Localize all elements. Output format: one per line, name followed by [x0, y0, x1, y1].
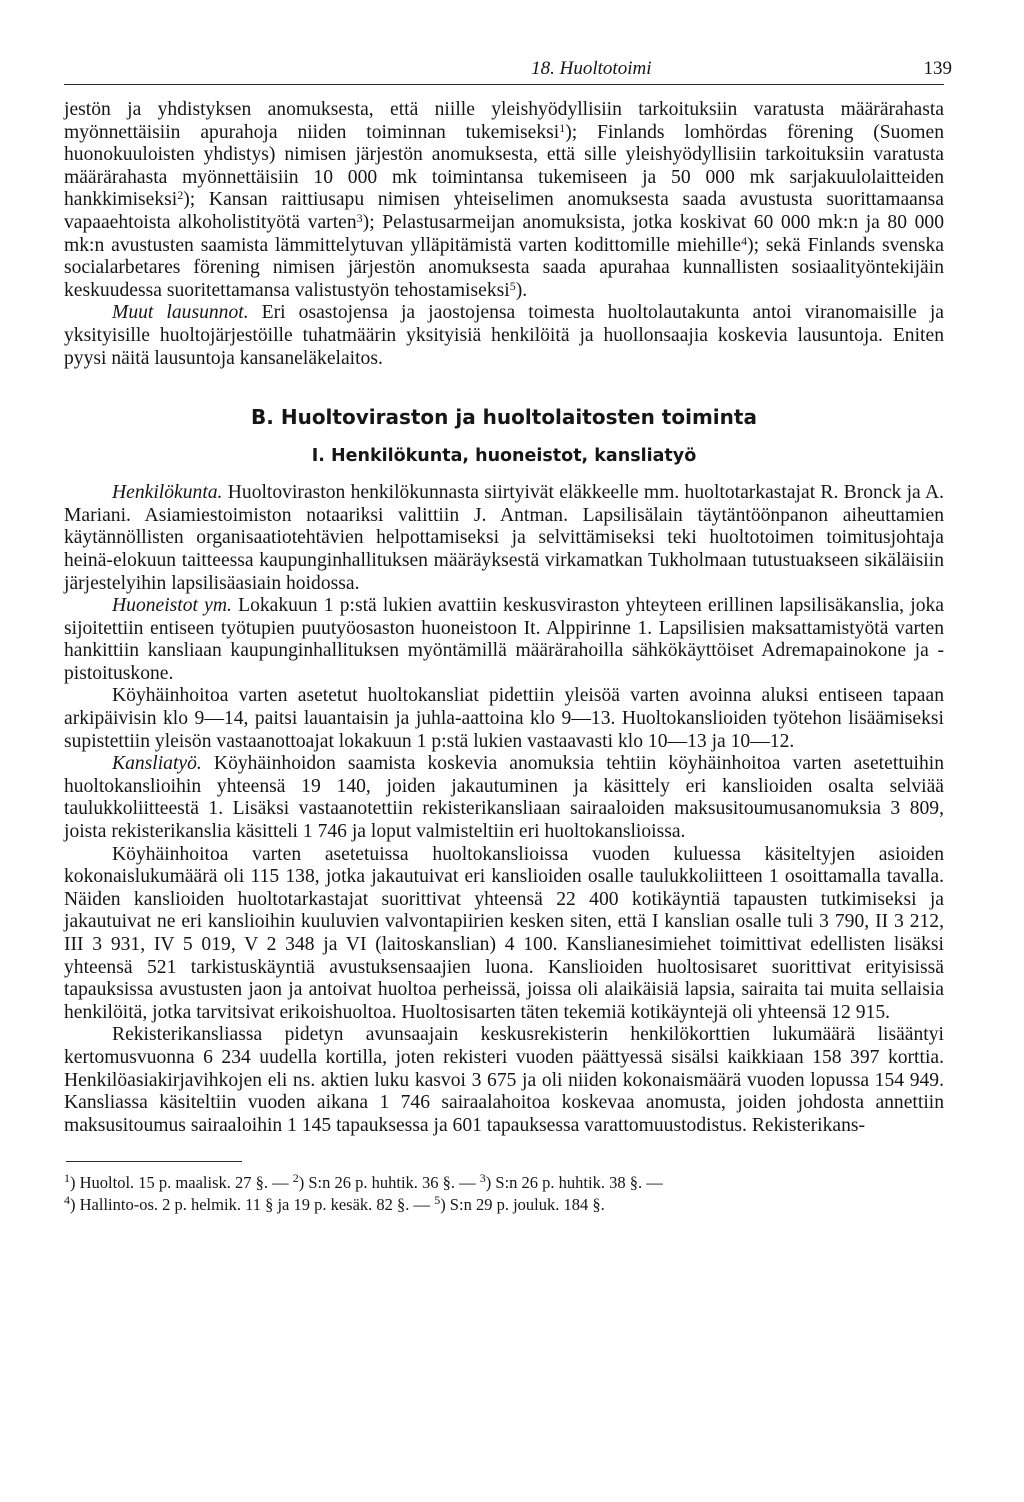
intro-text-c: ; Kansan raittiusapu nimisen yhteiselimen anomuksesta saada avustusta suorittamaansa vapaaehtoista alkoholistityötä varten	[64, 189, 944, 233]
intro-text-a: jestön ja yhdistyksen anomuksesta, että niille yleishyödyllisiin tarkoituksiin varatusta määrärahasta myönnettäisiin apurahoja niiden toiminnan tukemiseksi	[64, 99, 944, 143]
run-in-heading-huoneistot: Huoneistot ym.	[112, 595, 232, 617]
intro-text-d: ; Pelastusarmeijan anomuksista, jotka koskivat 60 000 mk:n ja 80 000 mk:n avustusten saamista lämmittelytuvan ylläpitämistä varten kodittomille miehille	[64, 211, 944, 256]
run-in-heading-muut-lausunnot: Muut lausunnot.	[112, 302, 249, 324]
intro-text-e: ; sekä Finlands svenska socialarbetares förening nimisen järjestön anomuksesta saada apurahaa kunnallisten sosiaalityöntekijäin keskuudessa suoritettamansa valistustyön tehostamiseksi	[64, 234, 944, 301]
body-paragraph-henkilokunta	[64, 482, 944, 595]
footnote-5-text: ) S:n 29 p. jouluk. 184 §.	[440, 1195, 605, 1215]
intro-text-f: .	[522, 279, 528, 301]
run-in-heading-henkilokunta: Henkilökunta.	[112, 482, 223, 504]
body-paragraph-rekisterikanslia: Rekisterikansliassa pidetyn avunsaajain keskusrekisterin henkilökorttien lukumäärä lisääntyi kertomusvuonna 6 234 uudella kortilla, joten rekisteri vuoden päättyessä sisälsi kaikkiaan 158 397 korttia. Henkilöasiakirjavihkojen eli ns. aktien luku kasvoi 3 675 ja oli niiden kokonaismäärä vuoden lopussa 154 949. Kansliassa käsiteltiin vuoden aikana 1 746 sairaalahoitoa koskevaa anomusta, joiden johdosta annettiin maksusitoumus sairaaloihin 1 145 tapauksessa ja 601 tapauksessa varattomuustodistus. Rekisterikans-	[64, 1024, 944, 1136]
body-paragraph-kansliatyo	[64, 753, 944, 843]
footnote-1-text: ) Huoltol. 15 p. maalisk. 27 §. —	[70, 1173, 293, 1193]
intro-text-b: ; Finlands lomhördas förening (Suomen huonokuuloisten yhdistys) nimisen järjestön anomuksesta, että sille yleishyödyllisiin tarkoituksiin varatusta määrärahasta myönnettäisiin 10 000 mk toimintansa tukemiseen ja 50 000 mk sarjakuulolaitteiden hankkimiseksi	[64, 121, 944, 211]
running-title: 18. Huoltotoimi	[531, 58, 652, 79]
section-gap	[64, 370, 944, 404]
body-paragraph-4-text: Köyhäinhoidon saamista koskevia anomuksia tehtiin köyhäinhoitoa varten asetettuihin huoltokanslioihin yhteensä 19 140, joiden jakautuminen ja käsittely eri kanslioiden osalta selviää taulukkoliitteestä 1. Lisäksi vastaanotettiin rekisterikansliaan sairaaloiden maksusitoumusanomuksia 3 809, joista rekisterikanslia käsitteli 1 746 ja loput valmisteltiin eri huoltokanslioissa.	[64, 753, 944, 843]
footnote-3-text: ) S:n 26 p. huhtik. 38 §. —	[485, 1173, 663, 1193]
footnote-marker-4: 4	[64, 1193, 70, 1208]
footnote-ref-1: 1	[559, 120, 566, 135]
page-number: 139	[923, 58, 952, 79]
footnote-2-text: ) S:n 26 p. huhtik. 36 §. —	[298, 1173, 480, 1193]
footnote-marker-2: 2	[292, 1171, 299, 1186]
footnote-marker-5: 5	[434, 1193, 441, 1208]
body-paragraph-2-text: Lokakuun 1 p:stä lukien avattiin keskusviraston yhteyteen erillinen lapsilisäkanslia, joka sijoitettiin entiseen työtupien puutyöosaston huoneistoon It. Alppirinne 1. Lapsilisien maksattamistyötä varten hankittiin kansliaan kaupunginhallituksen myöntämillä määrärahoilla sähkökäyttöiset Adremapainokone ja -pistoituskone.	[64, 595, 944, 684]
footnote-ref-3: 3	[356, 210, 363, 225]
footnote-ref-2: 2	[177, 188, 184, 203]
footnote-line-2	[64, 1194, 944, 1216]
subsection-heading: I. Henkilökunta, huoneistot, kansliatyö	[311, 446, 697, 467]
run-in-heading-kansliatyo: Kansliatyö.	[112, 753, 202, 775]
section-heading: B. Huoltoviraston ja huoltolaitosten toiminta	[251, 405, 757, 430]
running-header	[64, 58, 952, 85]
footnote-ref-5: 5	[509, 278, 516, 293]
intro-paragraph-2	[64, 302, 944, 370]
intro-paragraph-2-text: Eri osastojensa ja jaostojensa toimesta huoltolautakunta antoi viranomaisille ja yksityisille huoltojärjestöille tuhatmäärin yksityisiä henkilöitä ja huollonsaajia koskevia lausuntoja. Eniten pyysi näitä lausuntoja kansaneläkelaitos.	[64, 302, 945, 369]
body-paragraph-kotikaynnit: Köyhäinhoitoa varten asetetuissa huoltokanslioissa vuoden kuluessa käsiteltyjen asioiden kokonaislukumäärä oli 115 138, jotka jakautuivat eri kanslioiden osalle taulukkoliitteen 1 osoittamalla tavalla. Näiden kanslioiden huoltotarkastajat suorittivat yhteensä 22 400 kotikäyntiä tapausten tutkimiseksi ja jakautuivat ne eri kanslioihin kuuluvien valvontapiirien kesken siten, että I kanslian osalle tuli 3 790, II 3 212, III 3 931, IV 5 019, V 2 348 ja VI (laitoskanslian) 4 100. Kanslianesimiehet toimittivat edellisten lisäksi yhteensä 521 tarkistuskäyntiä avustuksensaajien luona. Kanslioiden huoltosisaret suorittivat erityisissä tapauksissa avustusten jaon ja antoivat huoltoa perheissä, joissa oli alaikäisiä lapsia, sairaita tai muita sellaisia henkilöitä, jotka tarvitsivat erikoishuoltoa. Huoltosisarten täten tekemiä kotikäyntejä oli yhteensä 12 915.	[64, 843, 944, 1023]
footnote-marker-1: 1	[64, 1171, 70, 1186]
body-paragraph-aukioloajat: Köyhäinhoitoa varten asetetut huoltokansliat pidettiin yleisöä varten avoinna aluksi entiseen tapaan arkipäivisin klo 9—14, paitsi lauantaisin ja juhla-aattoina klo 9—13. Huoltokanslioiden työtehon lisäämiseksi supistettiin yleisön vastaanottoajat lokakuun 1 p:stä lukien vastaavasti klo 10—13 ja 10—12.	[64, 685, 944, 752]
footnote-marker-3: 3	[479, 1171, 486, 1186]
body-paragraph-huoneistot	[64, 595, 944, 685]
footnote-4-text: ) Hallinto-os. 2 p. helmik. 11 § ja 19 p. kesäk. 82 §. —	[70, 1195, 435, 1215]
footnotes	[64, 1172, 944, 1216]
footnote-divider	[66, 1161, 242, 1162]
footnote-ref-4: 4	[741, 233, 748, 248]
body-paragraph-1-text: Huoltoviraston henkilökunnasta siirtyivät eläkkeelle mm. huoltotarkastajat R. Bronck ja A. Mariani. Asiamiestoimiston notaariksi valittiin J. Antman. Lapsilisälain täytäntöönpanon aiheuttamien käytännöllisten organisaatiotehtävien helpottamiseksi ja selvittämiseksi teki huoltotoimen toimitusjohtaja heinä-elokuun taitteessa kaupunginhallituksen määräyksestä virkamatkan Tukholmaan tutustuakseen sikäläisiin järjestelyihin lapsilisäasiain hoidossa.	[64, 482, 944, 594]
intro-paragraph-1: jestön ja yhdistyksen anomuksesta, että niille yleishyödyllisiin tarkoituksiin varatusta määrärahasta myönnettäisiin apurahoja niiden toiminnan tukemiseksi$^1$); Finlands lomhördas förening (Suomen huonokuuloisten yhdistys) nimisen järjestön anomuksesta, että sille yleishyödyllisiin tarkoituksiin varatusta määrärahasta myönnettäisiin 10 000 mk toimintansa tukemiseen ja 50 000 mk sarjakuulolaitteiden hankkimiseksi$^2$); Kansan raittiusapu nimisen yhteiselimen anomuksesta saada avustusta suorittamaansa vapaaehtoista alkoholistityötä varten$^3$); Pelastusarmeijan anomuksista, jotka koskivat 60 000 mk:n ja 80 000 mk:n avustusten saamista lämmittelytuvan ylläpitämistä varten kodittomille miehille$^4$); sekä Finlands svenska socialarbetares förening nimisen järjestön anomuksesta saada apurahaa kunnallisten sosiaalityöntekijäin keskuudessa suoritettamansa valistustyön tehostamiseksi$^5$).	[64, 99, 944, 301]
footnote-line-1	[64, 1172, 944, 1194]
